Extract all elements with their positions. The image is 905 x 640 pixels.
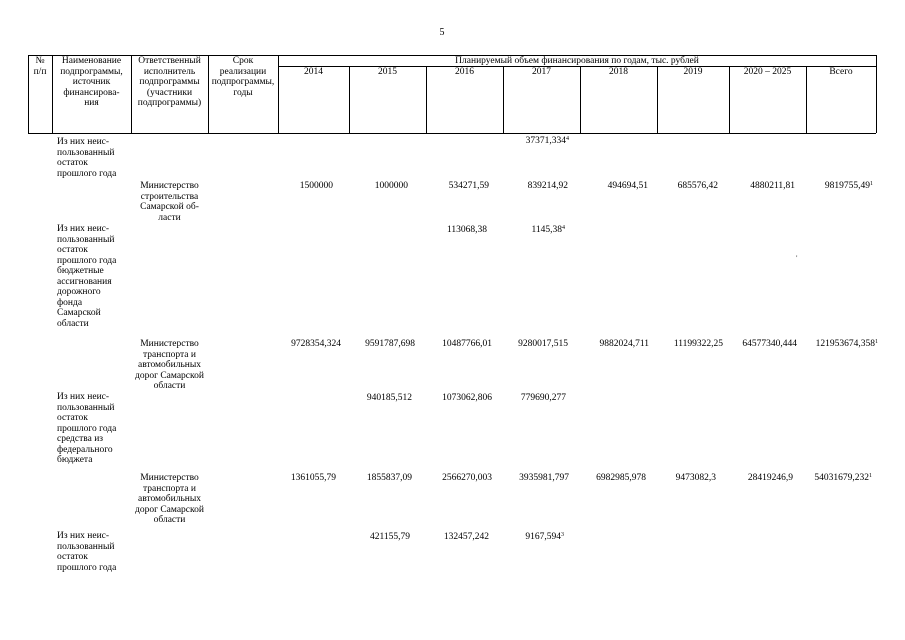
row-4-2020-2025: 64577340,444 [742,339,797,349]
header-planned-funding: Планируемый объем финансирования по годам, тыс. рублей [455,56,699,66]
row-5-name: Из них неис- пользованный остаток прошлого года средства из федерального бюджета [57,392,117,465]
row-4-2017: 9280017,515 [518,339,568,349]
row-5-2016: 1073062,806 [442,393,492,403]
row-6-2019: 9473082,3 [675,473,716,483]
row-4-2016: 10487766,01 [442,339,492,349]
row-6-2020-2025: 28419246,9 [747,473,793,483]
header-year-2019: 2019 [683,67,703,77]
row-6-executor: Министерство транспорта и автомобильных дорог Самарской области [134,473,204,525]
row-4-2014: 9728354,324 [291,339,341,349]
header-year-2014: 2014 [304,67,323,77]
col-line [876,55,877,133]
row-2-2015: 1000000 [374,181,408,191]
row-1-2017: 37371,334$^4$ [525,136,569,146]
header-col-executor: Ответственный исполнитель подпрограммы (участники подпрограммы) [137,56,202,108]
row-4-total: 121953674,358$^1$ [815,339,878,349]
row-4-2018: 9882024,711 [599,339,649,349]
header-total: Всего [829,67,853,77]
row-2-2014: 1500000 [299,181,333,191]
header-year-2018: 2018 [609,67,628,77]
row-5-2017: 779690,277 [520,393,566,403]
row-2-2016: 534271,59 [448,181,489,191]
row-4-2019: 11199322,25 [673,339,723,349]
header-col-name: Наименование подпрограммы, источник финансирова- ния [60,56,123,108]
row-6-total: 54031679,232$^1$ [814,473,872,483]
row-6-2018: 6982985,978 [596,473,646,483]
header-bottom-line [28,133,876,134]
row-2-2020-2025: 4880211,81 [750,181,795,191]
row-6-2014: 1361055,79 [290,473,336,483]
row-7-2015: 421155,79 [369,532,410,542]
page-number: 5 [439,27,445,38]
row-5-2015: 940185,512 [366,393,412,403]
row-7-2016: 132457,242 [443,532,489,542]
row-6-2017: 3935981,797 [519,473,569,483]
header-year-2015: 2015 [378,67,397,77]
row-1-name: Из них неис- пользованный остаток прошлого года [57,137,117,179]
header-year-2020-2025: 2020 – 2025 [743,67,792,77]
row-2-executor: Министерство строительства Самарской об- ласти [140,181,199,223]
row-2-total: 9819755,49$^1$ [824,181,873,191]
row-7-name: Из них неис- пользованный остаток прошлого года [57,531,117,573]
row-7-2017: 9167,594$^3$ [525,532,564,542]
header-year-2016: 2016 [455,67,474,77]
header-col-number: № п/п [33,56,47,77]
row-4-executor: Министерство транспорта и автомобильных дорог Самарской области [134,339,204,391]
row-2-2018: 494694,51 [607,181,648,191]
row-3-name: Из них неис- пользованный остаток прошлого года бюджетные ассигнования дорожного фонда Самарской области [57,224,117,329]
header-col-term: Срок реализации подпрограммы, годы [211,56,275,98]
row-6-2016: 2566270,003 [442,473,492,483]
row-2-2017: 839214,92 [527,181,568,191]
header-year-2017: 2017 [532,67,551,77]
row-4-2015: 9591787,698 [365,339,415,349]
row-3-2016: 113068,38 [446,225,487,235]
row-2-2019: 685576,42 [677,181,718,191]
stray-mark: , [796,252,798,258]
row-6-2015: 1855837,09 [366,473,412,483]
row-3-2017: 1145,38$^4$ [531,225,565,235]
